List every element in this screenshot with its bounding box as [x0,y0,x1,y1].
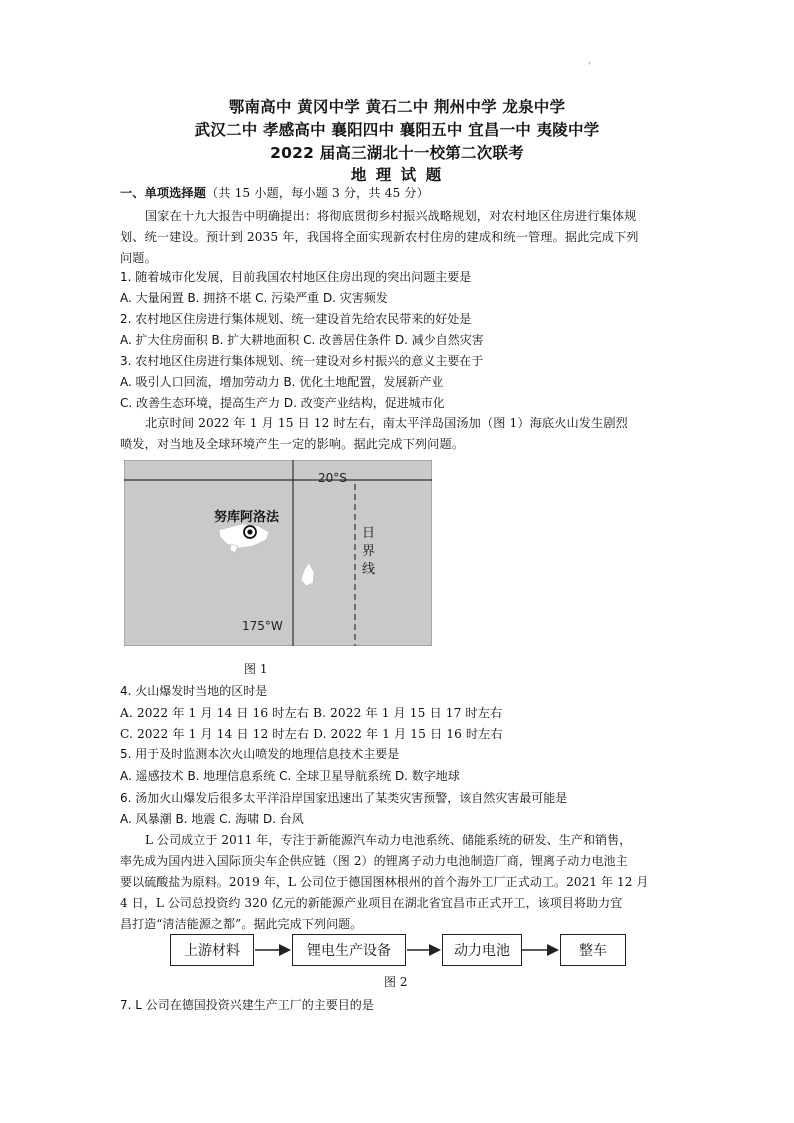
tonga-map-figure [124,460,432,646]
nukualofa-label: 努库阿洛法 [214,510,280,525]
figure2-caption: 图 2 [384,975,408,989]
dateline-char-3: 线 [362,562,376,577]
q1-stem: 1. 随着城市化发展，目前我国农村地区住房出现的突出问题主要是 [120,270,472,284]
subject-title: 地 理 试 题 [350,166,444,184]
box-battery-equipment: 锂电生产设备 [292,934,406,966]
section-heading [120,184,429,201]
q3-options-cd: C. 改善生态环境，提高生产力 D. 改变产业结构，促进城市化 [120,396,445,410]
header-schools-line-1: 鄂南高中 黄冈中学 黄石二中 荆州中学 龙泉中学 [228,98,566,116]
box-upstream-materials: 上游材料 [170,934,254,966]
dateline-label [362,525,375,579]
latitude-label: 20°S [318,471,347,485]
passage3-line-3: 要以硫酸盐为原料。2019 年，L 公司位于德国图林根州的首个海外工厂正式动工。2021 年 12 月 [120,875,649,889]
box-vehicle: 整车 [560,934,626,966]
q2-options: A. 扩大住房面积 B. 扩大耕地面积 C. 改善居住条件 D. 减少自然灾害 [120,333,484,347]
q7-stem: 7. L 公司在德国投资兴建生产工厂的主要目的是 [120,998,374,1012]
q3-options-ab: A. 吸引人口回流，增加劳动力 B. 优化土地配置，发展新产业 [120,375,444,389]
header-schools-line-2: 武汉二中 孝感高中 襄阳四中 襄阳五中 宜昌一中 夷陵中学 [194,121,600,139]
dateline-char-2: 界 [362,544,376,559]
q6-stem: 6. 汤加火山爆发后很多太平洋沿岸国家迅速出了某类灾害预警，该自然灾害最可能是 [120,791,568,805]
exam-title: 2022 届高三湖北十一校第二次联考 [270,144,524,162]
supply-chain-figure [170,934,630,966]
passage3-line-2: 率先成为国内进入国际顶尖车企供应链（图 2）的锂离子动力电池制造厂商，锂离子动力电池主 [120,854,628,868]
dateline-char-1: 日 [362,526,376,541]
q6-options: A. 风暴潮 B. 地震 C. 海啸 D. 台风 [120,812,304,826]
passage2-line-1: 北京时间 2022 年 1 月 15 日 12 时左右，南太平洋岛国汤加（图 1）海底火山发生剧烈 [145,416,628,430]
figure1-caption: 图 1 [244,662,268,676]
passage1-line-2: 划、统一建设。预计到 2035 年，我国将全面实现新农村住房的建成和统一管理。据此完成下列 [120,230,639,244]
section-title: 一、单项选择题 [120,186,207,200]
q5-stem: 5. 用于及时监测本次火山喷发的地理信息技术主要是 [120,747,400,761]
section-note: （共 15 小题，每小题 3 分，共 45 分） [206,186,429,200]
passage3-line-5: 昌打造“清洁能源之都”。据此完成下列问题。 [120,917,363,931]
q4-stem: 4. 火山爆发时当地的区时是 [120,684,268,698]
q3-stem: 3. 农村地区住房进行集体规划、统一建设对乡村振兴的意义主要在于 [120,354,484,368]
q4-options-cd: C. 2022 年 1 月 14 日 12 时左右 D. 2022 年 1 月 15 日 16 时左右 [120,727,503,741]
q4-options-ab: A. 2022 年 1 月 14 日 16 时左右 B. 2022 年 1 月 15 日 17 时左右 [120,706,503,720]
passage1-line-3: 问题。 [120,251,157,265]
passage1-line-1: 国家在十九大报告中明确提出：将彻底贯彻乡村振兴战略规划，对农村地区住房进行集体规 [145,209,637,223]
q1-options: A. 大量闲置 B. 拥挤不堪 C. 污染严重 D. 灾害频发 [120,291,388,305]
q2-stem: 2. 农村地区住房进行集体规划、统一建设首先给农民带来的好处是 [120,312,472,326]
passage3-line-1: L 公司成立于 2011 年，专注于新能源汽车动力电池系统、储能系统的研发、生产和销售， [145,833,632,847]
corner-mark: ' [588,62,591,72]
passage2-line-2: 喷发，对当地及全球环境产生一定的影响。据此完成下列问题。 [120,437,465,451]
longitude-label: 175°W [242,619,283,633]
capital-marker-dot [247,529,252,534]
box-power-battery: 动力电池 [442,934,522,966]
passage3-line-4: 4 日，L 公司总投资约 320 亿元的新能源产业项目在湖北省宜昌市正式开工，该项目将助力宜 [120,896,623,910]
q5-options: A. 遥感技术 B. 地理信息系统 C. 全球卫星导航系统 D. 数字地球 [120,769,460,783]
